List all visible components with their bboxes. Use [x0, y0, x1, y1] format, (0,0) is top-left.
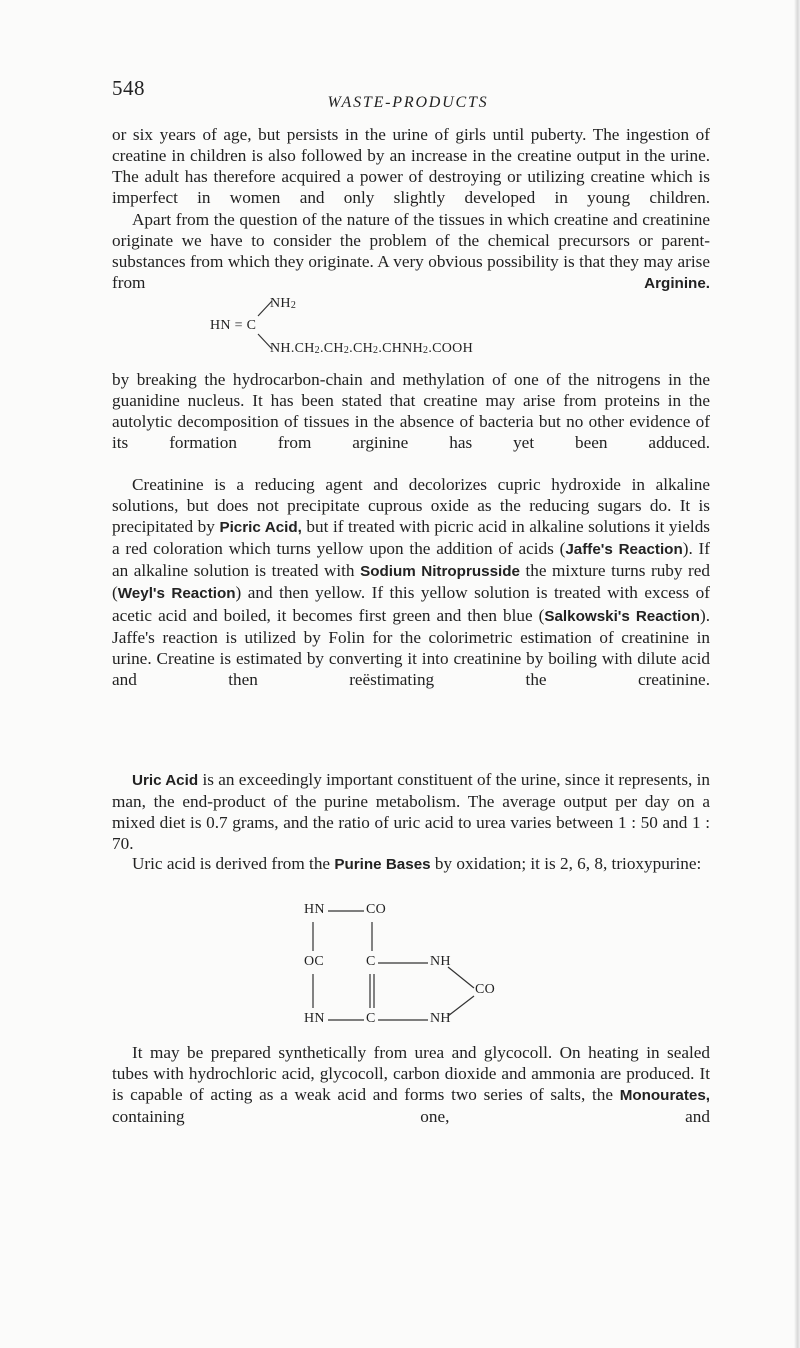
monourates-term: Monourates, — [619, 1087, 710, 1105]
uric-nh-mid: NH — [430, 954, 451, 969]
p6-a: Uric acid is derived from the — [132, 854, 335, 873]
paragraph-7 — [112, 1042, 710, 1127]
p4-d: ). If an alkaline solution is treated with — [112, 539, 711, 581]
p4-c: but if treated with picric acid in alkaline solutions it yields a red coloration which turns yellow upon the addition of acids ( — [112, 517, 710, 559]
chain-e: .COOH — [428, 341, 473, 356]
chain-b: .CH — [319, 341, 344, 356]
paragraph-1-text: or six years of age, but persists in the urine of girls until puberty. The ingestion of creatine in children is also followed by an increase in the creatine output in the urine. The adult has therefore acquired a power of destroying or utilizing creatine which is imperfect in women and only slightly developed in young children. — [112, 125, 710, 208]
paragraph-2-text: Apart from the question of the nature of the tissues in which creatine and creatinine originate we have to consider the problem of the chemical precursors or parent-substances from which they originate. A very obvious possibility is that they may arise from — [112, 210, 710, 293]
chain-c: .CH — [349, 341, 374, 356]
chain-a: NH.CH — [270, 341, 315, 356]
uric-oc: OC — [304, 954, 325, 969]
weyls-reaction-term: Weyl's Reaction — [117, 585, 236, 603]
jaffes-reaction-term: Jaffe's Reaction — [565, 541, 683, 559]
chain-sub-2: 2 — [343, 345, 350, 356]
paragraph-3-text: by breaking the hydrocarbon-chain and methylation of one of the nitrogens in the guanidine nucleus. It has been stated that creatine may arise from proteins in the autolytic decomposition of tissues in the absence of bacteria but no other evidence of its formation from arginine has yet been adduced. — [112, 370, 710, 453]
chain-d: .CHNH — [378, 341, 423, 356]
page-number: 548 — [112, 76, 145, 100]
arginine-hn-eq: HN = C — [210, 318, 257, 333]
p4-a: Creatinine is a reducing agent and decolorizes cupric hydroxide in alkaline solutions, but does not precipitate cuprous oxide as the reducing sugars do. It is precipitated by — [112, 475, 710, 537]
p7-a: It may be prepared synthetically from urea and glycocoll. On heating in sealed tubes with hydrochloric acid, glycocoll, carbon dioxide and ammonia are produced. It is capable of acting as a weak acid and forms two series of salts, the — [112, 1043, 710, 1105]
uric-nh-bottom: NH — [430, 1011, 451, 1026]
uric-hn-top: HN — [304, 902, 325, 917]
running-head: WASTE-PRODUCTS — [327, 94, 489, 111]
uric-c-bottom: C — [366, 1011, 376, 1026]
p7-c: containing one, and — [112, 1107, 710, 1127]
uric-acid-term: Uric Acid — [132, 772, 199, 789]
sodium-nitroprusside-term: Sodium Nitroprusside — [360, 563, 520, 581]
chain-sub-3: 2 — [373, 345, 379, 356]
chain-sub-4: 2 — [423, 345, 429, 356]
chain-sub-1: 2 — [314, 345, 320, 356]
bond-nh-co — [448, 967, 474, 988]
p4-e: the mixture turns ruby red ( — [112, 561, 710, 603]
picric-acid-term: Picric Acid, — [219, 519, 302, 537]
purine-bases-term: Purine Bases — [334, 856, 431, 873]
uric-c-mid: C — [366, 954, 376, 969]
p4-f: ) and then yellow. If this yellow solution is treated with excess of acetic acid and boiled, it becomes first green and then blue ( — [112, 583, 710, 625]
uric-hn-bottom: HN — [304, 1011, 325, 1026]
arginine-nh2-sub: 2 — [290, 300, 297, 311]
uric-co-right: CO — [475, 982, 496, 997]
p4-g: ). Jaffe's reaction is utilized by Folin for the colorimetric estimation of creatinine in urine. Creatine is estimated by converting it into creatinine by boiling with dilute acid and then reëstimating the creatinine. — [112, 605, 710, 689]
arginine-term: Arginine. — [644, 275, 710, 293]
p6-c: by oxidation; it is 2, 6, 8, trioxypurine: — [430, 854, 702, 873]
uric-co-top: CO — [366, 902, 387, 917]
paragraph-5-text: is an exceedingly important constituent of the urine, since it represents, in man, the end-product of the purine metabolism. The average output per day on a mixed diet is 0.7 grams, and the ratio of uric acid to urea varies between 1 : 50 and 1 : 70. — [112, 770, 710, 854]
bond-nh-co-bottom — [448, 996, 474, 1016]
arginine-nh2-label: NH — [270, 296, 291, 311]
salkowskis-reaction-term: Salkowski's Reaction — [544, 607, 700, 625]
